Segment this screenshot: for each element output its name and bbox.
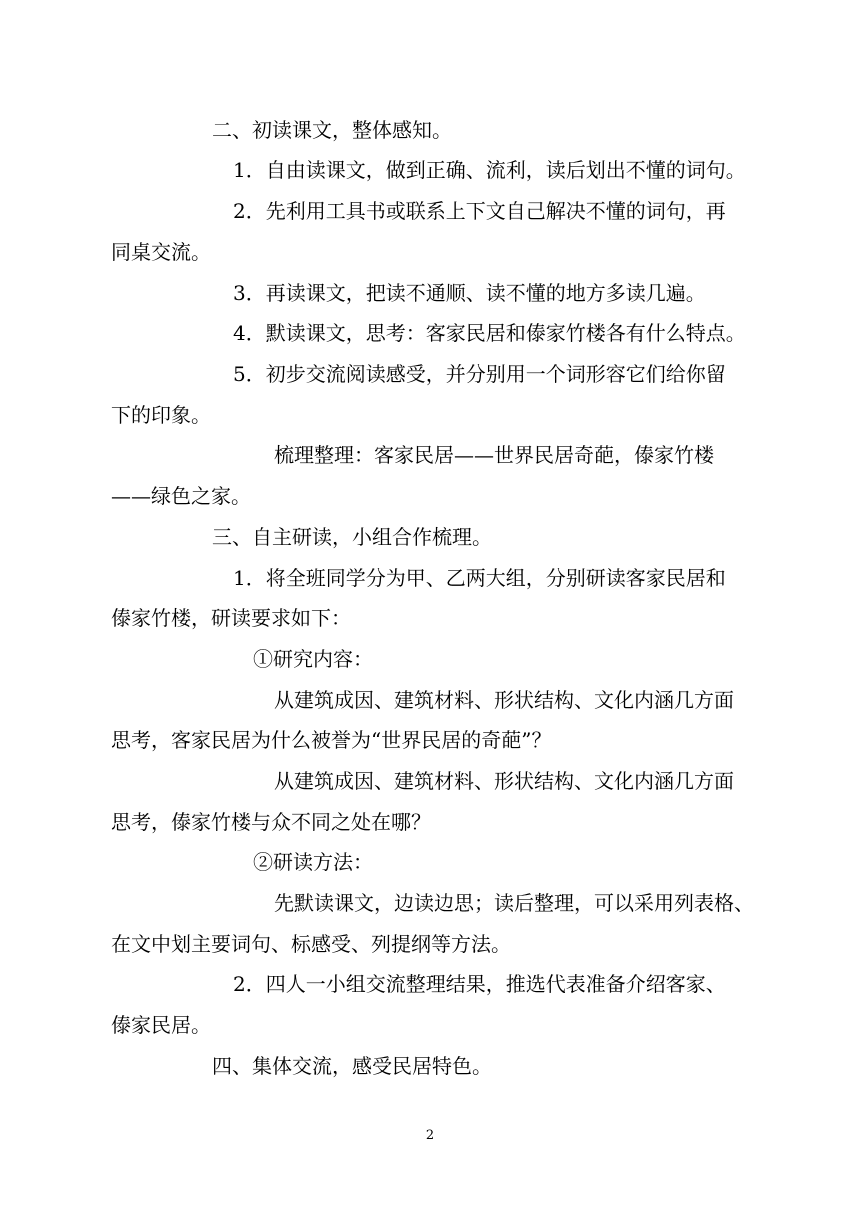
method-line-1: 先默读课文，边读边思；读后整理，可以采用列表格、 xyxy=(274,891,754,915)
research-content-label: ①研究内容： xyxy=(253,647,373,671)
page-number: 2 xyxy=(425,1128,435,1143)
step-5-line-2: 下的印象。 xyxy=(111,403,211,427)
summary-line-2: ——绿色之家。 xyxy=(111,484,251,508)
step-2-line-2: 同桌交流。 xyxy=(111,240,211,264)
step-5-line-1: 5．初步交流阅读感受，并分别用一个词形容它们给你留 xyxy=(233,362,726,386)
task-2-line-2: 傣家民居。 xyxy=(111,1013,211,1037)
step-3-line: 3．再读课文，把读不通顺、读不懂的地方多读几遍。 xyxy=(233,281,706,305)
research-hakka-line-1: 从建筑成因、建筑材料、形状结构、文化内涵几方面 xyxy=(274,688,734,712)
research-hakka-line-2: 思考，客家民居为什么被誉为“世界民居的奇葩”？ xyxy=(111,728,552,752)
section-heading-3: 三、自主研读，小组合作梳理。 xyxy=(212,525,492,549)
section-heading-2: 二、初读课文，整体感知。 xyxy=(212,118,452,142)
step-2-line-1: 2．先利用工具书或联系上下文自己解决不懂的词句，再 xyxy=(233,199,726,223)
summary-line-1: 梳理整理：客家民居——世界民居奇葩，傣家竹楼 xyxy=(274,443,714,467)
step-4-line: 4．默读课文，思考：客家民居和傣家竹楼各有什么特点。 xyxy=(233,321,746,345)
task-2-line-1: 2．四人一小组交流整理结果，推选代表准备介绍客家、 xyxy=(233,972,726,996)
research-method-label: ②研读方法： xyxy=(253,850,373,874)
step-1-line: 1．自由读课文，做到正确、流利，读后划出不懂的词句。 xyxy=(233,158,746,182)
research-dai-line-2: 思考，傣家竹楼与众不同之处在哪？ xyxy=(111,810,431,834)
task-1-line-1: 1．将全班同学分为甲、乙两大组，分别研读客家民居和 xyxy=(233,566,726,590)
section-heading-4: 四、集体交流，感受民居特色。 xyxy=(212,1054,492,1078)
task-1-line-2: 傣家竹楼，研读要求如下： xyxy=(111,606,351,630)
research-dai-line-1: 从建筑成因、建筑材料、形状结构、文化内涵几方面 xyxy=(274,769,734,793)
method-line-2: 在文中划主要词句、标感受、列提纲等方法。 xyxy=(111,932,511,956)
